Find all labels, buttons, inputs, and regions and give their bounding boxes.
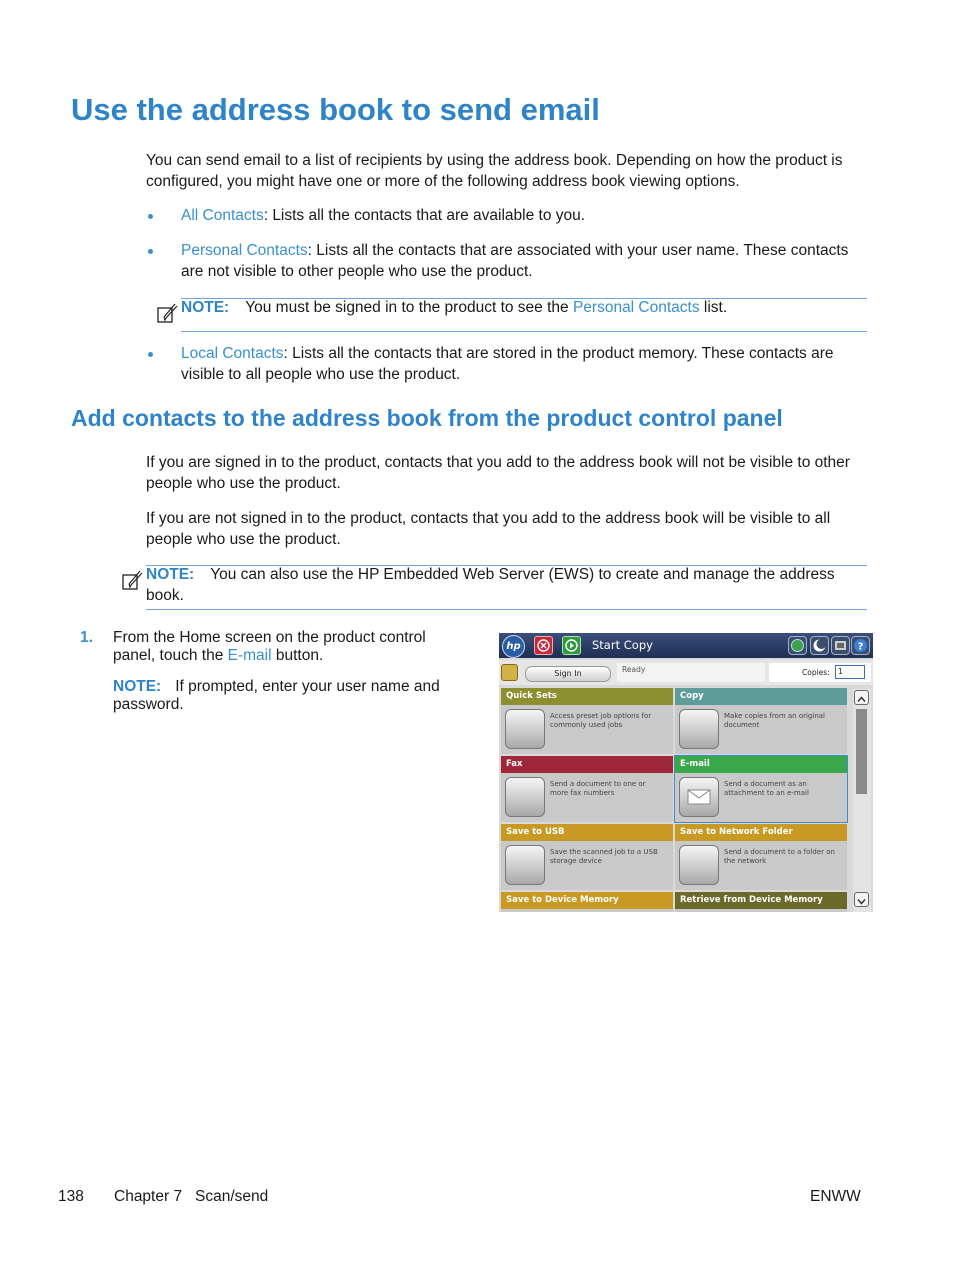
start-icon[interactable]: [562, 636, 581, 655]
chapter-title: Chapter 7 Scan/send: [114, 1188, 269, 1205]
copies-input[interactable]: 1: [835, 665, 865, 679]
email-link[interactable]: E-mail: [227, 647, 272, 664]
scrollbar[interactable]: [853, 689, 871, 912]
fax-icon: [505, 777, 545, 817]
step-text: From the Home screen on the product control panel, touch the E-mail button.: [113, 629, 426, 664]
copies-label: Copies:: [802, 668, 830, 677]
start-copy-label[interactable]: Start Copy: [592, 638, 653, 652]
copies-field: [769, 663, 871, 682]
all-contacts-link[interactable]: All Contacts: [181, 207, 264, 224]
scroll-down-icon[interactable]: [854, 892, 869, 907]
footer-right: ENWW: [810, 1188, 861, 1205]
tile-quick-sets[interactable]: Quick Sets Access preset job options for commonly used jobs: [501, 688, 673, 754]
tile-retrieve-from-device-memory[interactable]: Retrieve from Device Memory: [675, 892, 847, 912]
personal-contacts-link[interactable]: Personal Contacts: [572, 299, 700, 316]
list-item-text: : Lists all the contacts that are available to you.: [263, 207, 586, 224]
personal-contacts-link[interactable]: Personal Contacts: [181, 242, 308, 259]
network-icon[interactable]: [831, 636, 850, 655]
note-label: NOTE:: [113, 678, 162, 695]
note-text: NOTE: You must be signed in to the product to see the Personal Contacts list.: [181, 299, 728, 316]
status-text: Ready: [617, 663, 765, 682]
help-icon[interactable]: [851, 636, 870, 655]
email-icon: [679, 777, 719, 817]
bullet-dot: [148, 249, 153, 254]
tile-save-to-usb[interactable]: Save to USB Save the scanned job to a USB storage device: [501, 824, 673, 890]
note-label: NOTE:: [181, 299, 230, 316]
list-item: [181, 343, 871, 385]
status-bar: [499, 660, 873, 685]
tile-save-to-network-folder[interactable]: Save to Network Folder Send a document to a folder on the network: [675, 824, 847, 890]
bullet-dot: [148, 352, 153, 357]
section-heading: Add contacts to the address book from the product control panel: [71, 405, 783, 431]
list-item: [181, 205, 871, 226]
scroll-up-icon[interactable]: [854, 690, 869, 705]
hp-logo: hp: [502, 635, 525, 658]
svg-text:?: ?: [857, 641, 864, 653]
stop-icon[interactable]: [534, 636, 553, 655]
control-panel-screenshot: [499, 633, 873, 912]
paragraph: If you are signed in to the product, contacts that you add to the address book will not be visible to other people who use the product.: [146, 454, 850, 492]
folder-icon: [679, 845, 719, 885]
local-contacts-link[interactable]: Local Contacts: [181, 345, 284, 362]
sleep-icon[interactable]: [810, 636, 829, 655]
step-note: NOTE: If prompted, enter your user name and password.: [113, 678, 440, 713]
page-number: 138: [58, 1188, 84, 1205]
tile-copy[interactable]: Copy Make copies from an original document: [675, 688, 847, 754]
tile-fax[interactable]: Fax Send a document to one or more fax numbers: [501, 756, 673, 822]
copy-icon: [679, 709, 719, 749]
globe-icon[interactable]: [788, 636, 807, 655]
usb-icon: [505, 845, 545, 885]
sign-in-button[interactable]: Sign In: [525, 666, 611, 682]
home-icon[interactable]: [501, 664, 518, 681]
list-item-text: : Lists all the contacts that are associated with your user name. These contacts are not visible to other people who use the product.: [181, 242, 849, 280]
list-item-text: : Lists all the contacts that are stored in the product memory. These contacts are visible to all people who use the product.: [181, 345, 834, 383]
panel-top-bar: [499, 633, 873, 658]
bullet-dot: [148, 214, 153, 219]
list-item: [181, 240, 871, 282]
page-title: Use the address book to send email: [71, 92, 600, 127]
scroll-thumb[interactable]: [856, 709, 867, 794]
tile-email[interactable]: E-mail Send a document as an attachment to an e-mail: [675, 756, 847, 822]
note-text: NOTE: You can also use the HP Embedded Web Server (EWS) to create and manage the address book.: [146, 566, 835, 604]
note-icon: [121, 569, 143, 591]
quick-sets-icon: [505, 709, 545, 749]
tile-save-to-device-memory[interactable]: Save to Device Memory: [501, 892, 673, 912]
step-number: 1.: [80, 629, 93, 646]
paragraph: If you are not signed in to the product, contacts that you add to the address book will be visible to all people who use the product.: [146, 510, 831, 548]
note-label: NOTE:: [146, 566, 195, 583]
intro-paragraph: You can send email to a list of recipients by using the address book. Depending on how the product is configured, you might have one or more of the following address book viewing options.: [146, 152, 843, 190]
note-icon: [156, 302, 178, 324]
